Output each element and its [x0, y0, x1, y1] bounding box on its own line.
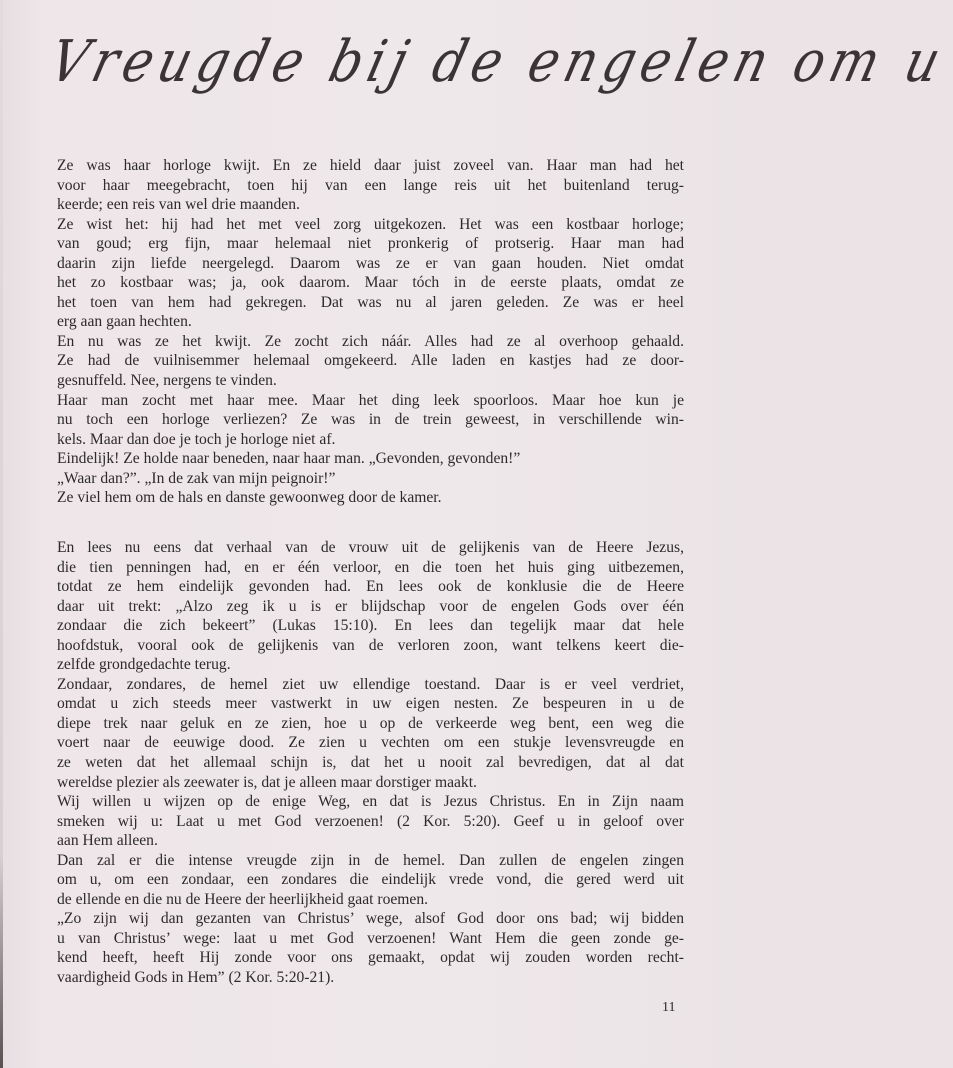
scan-edge [0, 0, 3, 1068]
paragraph [57, 909, 684, 987]
paragraph [57, 391, 684, 450]
text-line: Ze had de vuilnisemmer helemaal omgekeerd. Alle laden en kastjes had ze door- [57, 352, 684, 370]
text-line: hoofdstuk, vooral ook de gelijkenis van de verloren zoon, want telkens keert die- [57, 636, 684, 654]
text-line: nu toch een horloge verliezen? Ze was in de trein geweest, in verschillende win- [57, 411, 684, 429]
text-line: kend heeft, heeft Hij zonde voor ons gemaakt, opdat wij zouden worden recht- [57, 949, 684, 967]
text-line: daarin zijn liefde neergelegd. Daarom was ze er van gaan houden. Niet omdat [57, 254, 684, 272]
text-line: Haar man zocht met haar mee. Maar het ding leek spoorloos. Maar hoe kun je [57, 391, 684, 409]
paragraph [57, 449, 684, 469]
text-line: diepe trek naar geluk en ze zien, hoe u op de verkeerde weg bent, een weg die [57, 714, 684, 732]
paragraph [57, 332, 684, 391]
text-line: daar uit trekt: „Alzo zeg ik u is er blijdschap voor de engelen Gods over één [57, 597, 684, 615]
paragraph [57, 215, 684, 332]
text-line: van goud; erg fijn, maar helemaal niet pronkerig of protserig. Haar man had [57, 235, 684, 253]
text-line: Ze viel hem om de hals en danste gewoonweg door de kamer. [57, 489, 442, 507]
text-line: ze weten dat het allemaal schijn is, dat het u nooit zal bevredigen, dat al dat [57, 754, 684, 772]
text-line: zelfde grondgedachte terug. [57, 656, 231, 674]
text-line: Eindelijk! Ze holde naar beneden, naar haar man. „Gevonden, gevonden!” [57, 450, 521, 468]
reflection-section [57, 538, 684, 988]
text-line: „Waar dan?”. „In de zak van mijn peignoir!” [57, 469, 336, 487]
text-line: aan Hem alleen. [57, 832, 158, 850]
text-line: Dan zal er die intense vreugde zijn in de hemel. Dan zullen de engelen zingen [57, 851, 684, 869]
paragraph [57, 675, 684, 792]
text-line: totdat ze hem eindelijk gevonden had. En lees ook de konklusie die de Heere [57, 578, 684, 596]
text-line: „Zo zijn wij dan gezanten van Christus’ wege, alsof God door ons bad; wij bidden [57, 910, 684, 928]
paragraph [57, 488, 684, 508]
paragraph [57, 156, 684, 215]
text-line: En lees nu eens dat verhaal van de vrouw uit de gelijkenis van de Heere Jezus, [57, 539, 684, 556]
text-line: vaardigheid Gods in Hem” (2 Kor. 5:20-21). [57, 969, 335, 987]
text-line: het zo kostbaar was; ja, ook daarom. Maar tóch in de eerste plaats, omdat ze [57, 274, 684, 292]
page-number: 11 [662, 1000, 676, 1015]
story-section [57, 156, 684, 508]
text-line: zondaar die zich bekeert” (Lukas 15:10). En lees dan tegelijk maar dat hele [57, 617, 684, 635]
text-line: omdat u zich steeds meer vastwerkt in uw eigen nesten. Ze bespeuren in u de [57, 695, 684, 713]
text-line: wereldse plezier als zeewater is, dat je alleen maar dorstiger maakt. [57, 773, 477, 791]
text-line: keerde; een reis van wel drie maanden. [57, 196, 300, 214]
text-line: u van Christus’ wege: laat u met God verzoenen! Want Hem die geen zonde ge- [57, 929, 684, 947]
text-line: erg aan gaan hechten. [57, 313, 192, 331]
text-line: Ze wist het: hij had het met veel zorg uitgekozen. Het was een kostbaar horloge; [57, 215, 684, 233]
text-line: En nu was ze het kwijt. Ze zocht zich náár. Alles had ze al overhoop gehaald. [57, 332, 684, 350]
text-line: gesnuffeld. Nee, nergens te vinden. [57, 372, 277, 390]
text-line: de ellende en die nu de Heere der heerlijkheid gaat roemen. [57, 890, 429, 908]
paragraph [57, 469, 684, 489]
text-line: die tien penningen had, en er één verloor, en die toen het huis ging uitbezemen, [57, 558, 684, 576]
text-line: Wij willen u wijzen op de enige Weg, en dat is Jezus Christus. En in Zijn naam [57, 793, 684, 811]
text-line: voor haar meegebracht, toen hij van een lange reis uit het buitenland terug- [57, 176, 684, 194]
text-line: om u, om een zondaar, een zondares die eindelijk vrede vond, die gered werd uit [57, 871, 684, 889]
text-line: voert naar de eeuwige dood. Ze zien u vechten om een stukje levensvreugde en [57, 734, 684, 752]
paragraph [57, 851, 684, 910]
page-title: Vreugde bij de engelen om u [43, 28, 953, 95]
paragraph [57, 538, 684, 675]
text-line: Zondaar, zondares, de hemel ziet uw ellendige toestand. Daar is er veel verdriet, [57, 675, 684, 693]
paragraph [57, 792, 684, 851]
text-line: kels. Maar dan doe je toch je horloge niet af. [57, 430, 336, 448]
text-line: Ze was haar horloge kwijt. En ze hield daar juist zoveel van. Haar man had het [57, 157, 684, 174]
text-line: smeken wij u: Laat u met God verzoenen! (2 Kor. 5:20). Geef u in geloof over [57, 812, 684, 830]
text-line: het toen van hem had gekregen. Dat was nu al jaren geleden. Ze was er heel [57, 293, 684, 311]
